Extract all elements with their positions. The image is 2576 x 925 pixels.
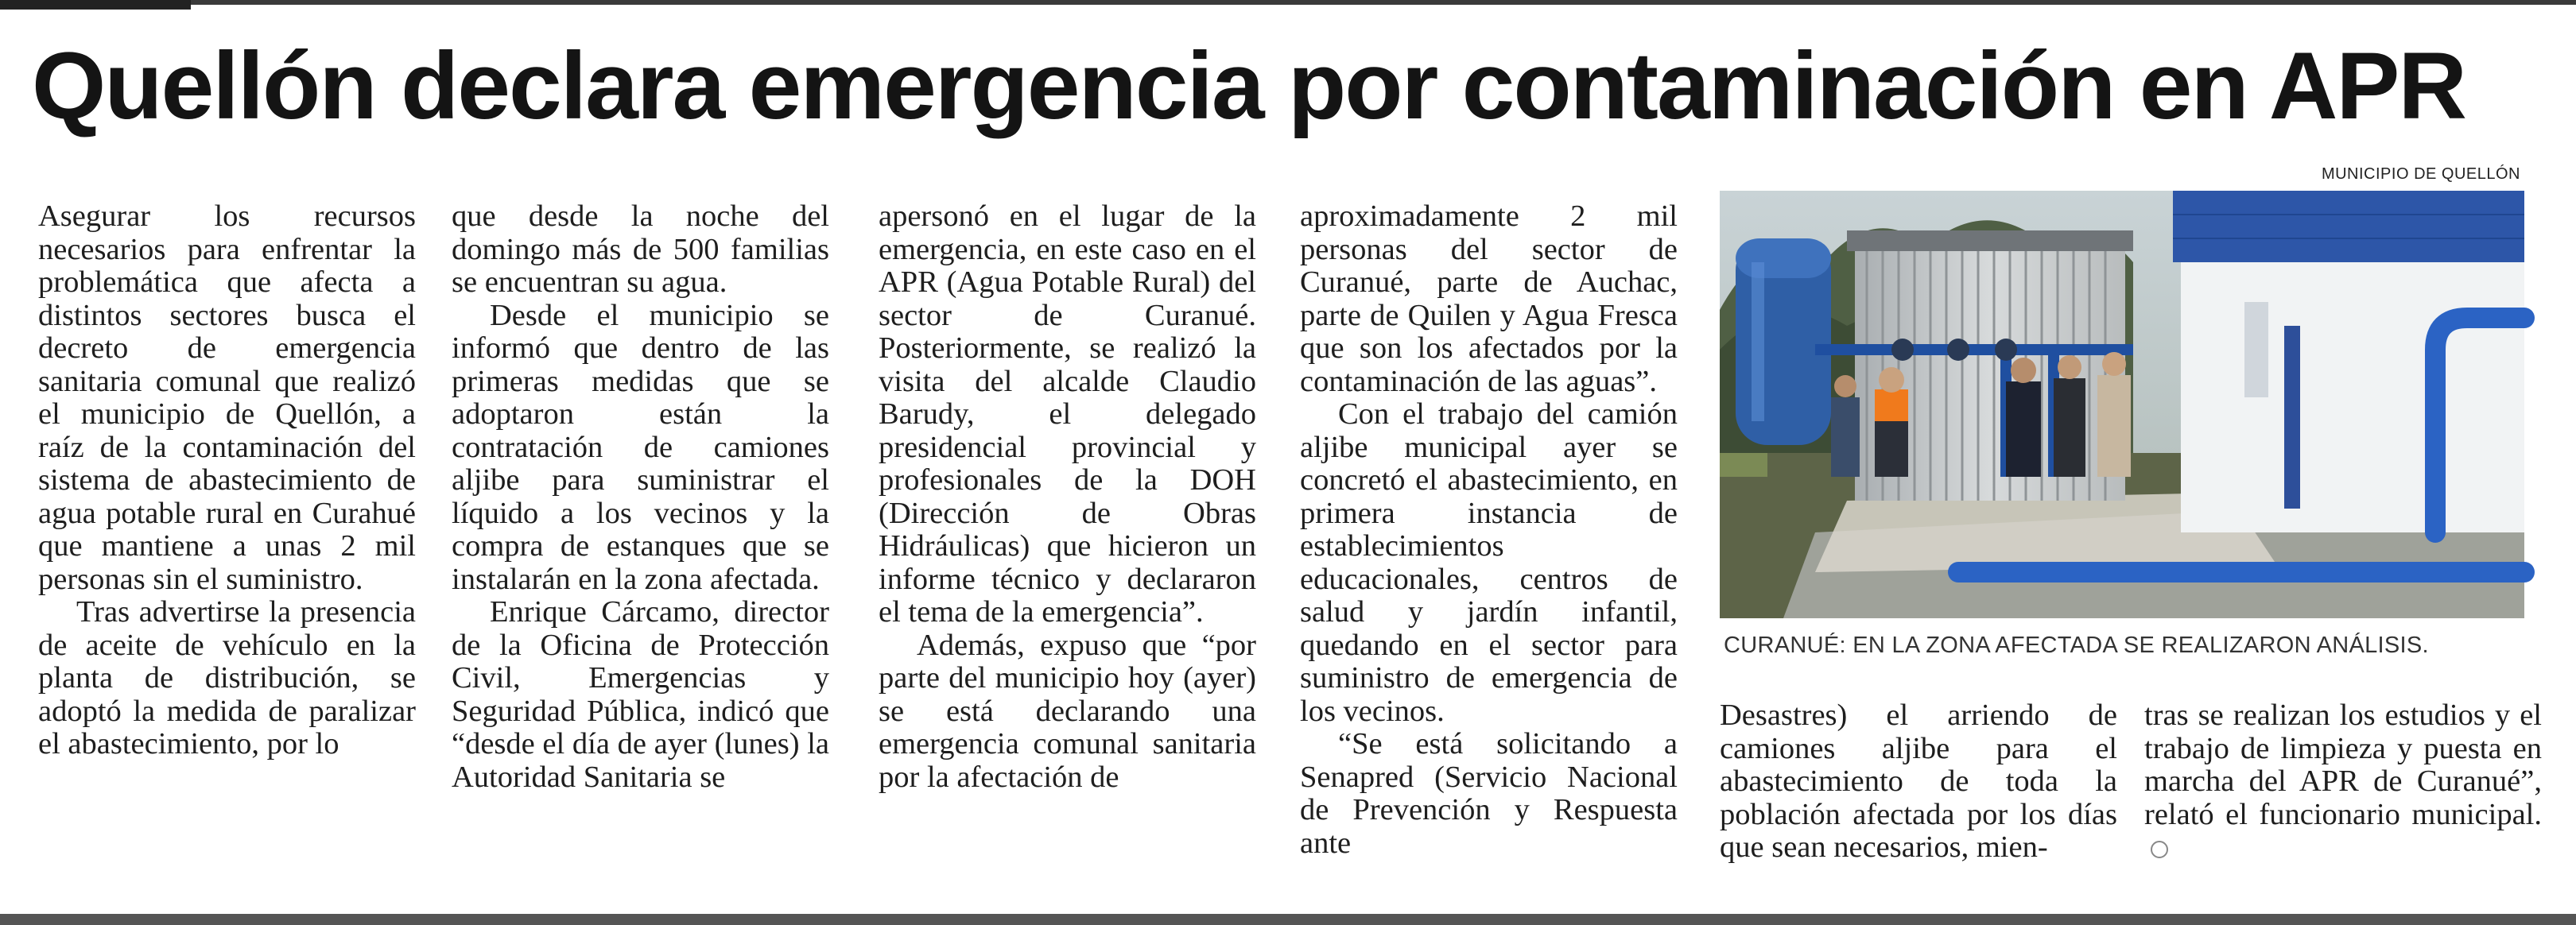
paragraph: Tras advertirse la presencia de aceite de vehículo en la planta de distribución, se adoptó la medida de paralizar el abastecimiento, por lo: [38, 595, 416, 761]
article-column-5: [1720, 699, 2117, 900]
article-column-1: [38, 200, 416, 900]
paragraph: “Se está solicitando a Senapred (Servicio Nacional de Prevención y Respuesta ante: [1300, 727, 1678, 860]
headline: Quellón declara emergencia por contaminación en APR: [32, 33, 2466, 139]
paragraph: Desastres) el arriendo de camiones aljibe para el abastecimiento de toda la población afectada por los días que sean necesarios, mien-: [1720, 699, 2117, 864]
bottom-rule: [0, 914, 2576, 925]
news-photo: [1720, 191, 2524, 618]
article-column-6: [2144, 699, 2542, 900]
top-rule: [0, 0, 2576, 5]
photo-caption: CURANUÉ: EN LA ZONA AFECTADA SE REALIZARON ANÁLISIS.: [1724, 633, 2429, 658]
article-column-2: [452, 200, 829, 900]
paragraph: Además, expuso que “por parte del municipio hoy (ayer) se está declarando una emergencia comunal sanitaria por la afectación de: [879, 628, 1256, 794]
paragraph: Asegurar los recursos necesarios para enfrentar la problemática que afecta a distintos sectores busca el decreto de emergencia sanitaria comunal que realizó el municipio de Quellón, a raíz de la contaminación del sistema de abastecimiento de agua potable rural en Curahué que mantiene a unas 2 mil personas sin el suministro.: [38, 199, 416, 596]
photo-illustration: [1720, 191, 2524, 618]
paragraph: que desde la noche del domingo más de 500 familias se encuentran su agua.: [452, 199, 829, 299]
article-column-4: [1300, 199, 1678, 860]
article-column-3: [879, 200, 1256, 900]
paragraph: apersonó en el lugar de la emergencia, en este caso en el APR (Agua Potable Rural) del sector de Curanué. Posteriormente, se realizó la visita del alcalde Claudio Barudy, el delegado presidencial provincial y profesionales de la DOH (Dirección de Obras Hidráulicas) que hicieron un informe técnico y declararon el tema de la emergencia”.: [879, 199, 1256, 629]
end-of-article-icon: [2151, 841, 2168, 858]
paragraph: [2144, 699, 2542, 865]
photo-credit: MUNICIPIO DE QUELLÓN: [2321, 165, 2520, 183]
section-tab: [0, 0, 191, 10]
paragraph: Desde el municipio se informó que dentro de las primeras medidas que se adoptaron están la contratación de camiones aljibe para suministrar el líquido a los vecinos y la compra de estanques que se instalarán en la zona afectada.: [452, 298, 829, 596]
paragraph-text: tras se realizan los estudios y el trabajo de limpieza y puesta en marcha del APR de Curanué”, relató el funcionario municipal.: [2144, 699, 2542, 831]
paragraph: aproximadamente 2 mil personas del sector de Curanué, parte de Auchac, parte de Quilen y Agua Fresca que son los afectados por la contaminación de las aguas”.: [1300, 199, 1678, 398]
paragraph: Con el trabajo del camión aljibe municipal ayer se concretó el abastecimiento, en primera instancia de establecimientos educacionales, centros de salud y jardín infantil, quedando en el sector para suministro de emergencia de los vecinos.: [1300, 397, 1678, 728]
paragraph: Enrique Cárcamo, director de la Oficina de Protección Civil, Emergencias y Seguridad Pública, indicó que “desde el día de ayer (lunes) la Autoridad Sanitaria se: [452, 595, 829, 794]
